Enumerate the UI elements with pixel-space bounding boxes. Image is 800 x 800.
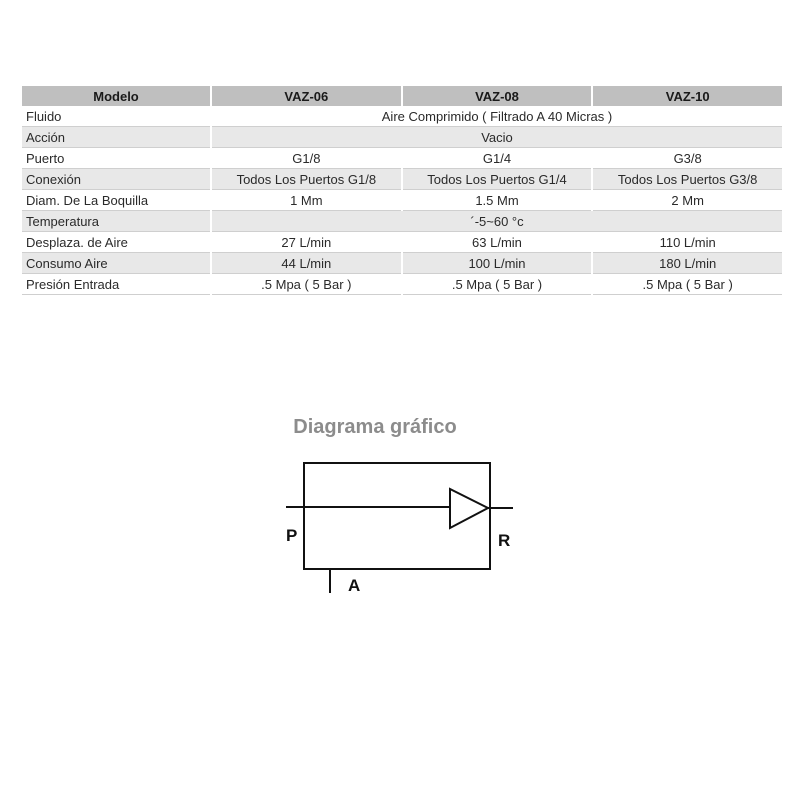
row-label: Desplaza. de Aire (22, 232, 210, 253)
table-cell: Todos Los Puertos G1/8 (212, 169, 401, 190)
row-label: Temperatura (22, 211, 210, 232)
row-label: Diam. De La Boquilla (22, 190, 210, 211)
diagram-title: Diagrama gráfico (293, 416, 457, 438)
table-cell: G1/4 (403, 148, 592, 169)
table-cell: 100 L/min (403, 253, 592, 274)
table-cell: .5 Mpa ( 5 Bar ) (593, 274, 782, 295)
table-cell: 27 L/min (212, 232, 401, 253)
table-cell: Todos Los Puertos G3/8 (593, 169, 782, 190)
row-label: Presión Entrada (22, 274, 210, 295)
table-cell: 2 Mm (593, 190, 782, 211)
table-cell: 180 L/min (593, 253, 782, 274)
table-cell: G1/8 (212, 148, 401, 169)
header-vaz-08: VAZ-08 (403, 86, 592, 106)
header-vaz-10: VAZ-10 (593, 86, 782, 106)
table-cell: .5 Mpa ( 5 Bar ) (403, 274, 592, 295)
port-p-label: P (286, 526, 298, 545)
table-cell: Todos Los Puertos G1/4 (403, 169, 592, 190)
table-cell: 1 Mm (212, 190, 401, 211)
table-cell: 63 L/min (403, 232, 592, 253)
port-a-label: A (348, 576, 361, 595)
table-cell: .5 Mpa ( 5 Bar ) (212, 274, 401, 295)
table-cell: G3/8 (593, 148, 782, 169)
merged-cell: Aire Comprimido ( Filtrado A 40 Micras ) (212, 106, 782, 127)
table-cell: 1.5 Mm (403, 190, 592, 211)
port-r-label: R (498, 531, 511, 550)
row-label: Puerto (22, 148, 210, 169)
row-label: Conexión (22, 169, 210, 190)
table-cell: 44 L/min (212, 253, 401, 274)
row-label: Consumo Aire (22, 253, 210, 274)
merged-cell: Vacio (212, 127, 782, 148)
table-cell: 110 L/min (593, 232, 782, 253)
ejector-triangle-symbol (450, 489, 488, 528)
merged-cell: ´-5~60 °c (212, 211, 782, 232)
valve-body-box (304, 463, 490, 569)
header-vaz-06: VAZ-06 (212, 86, 401, 106)
row-label: Acción (22, 127, 210, 148)
header-modelo: Modelo (22, 86, 210, 106)
row-label: Fluido (22, 106, 210, 127)
